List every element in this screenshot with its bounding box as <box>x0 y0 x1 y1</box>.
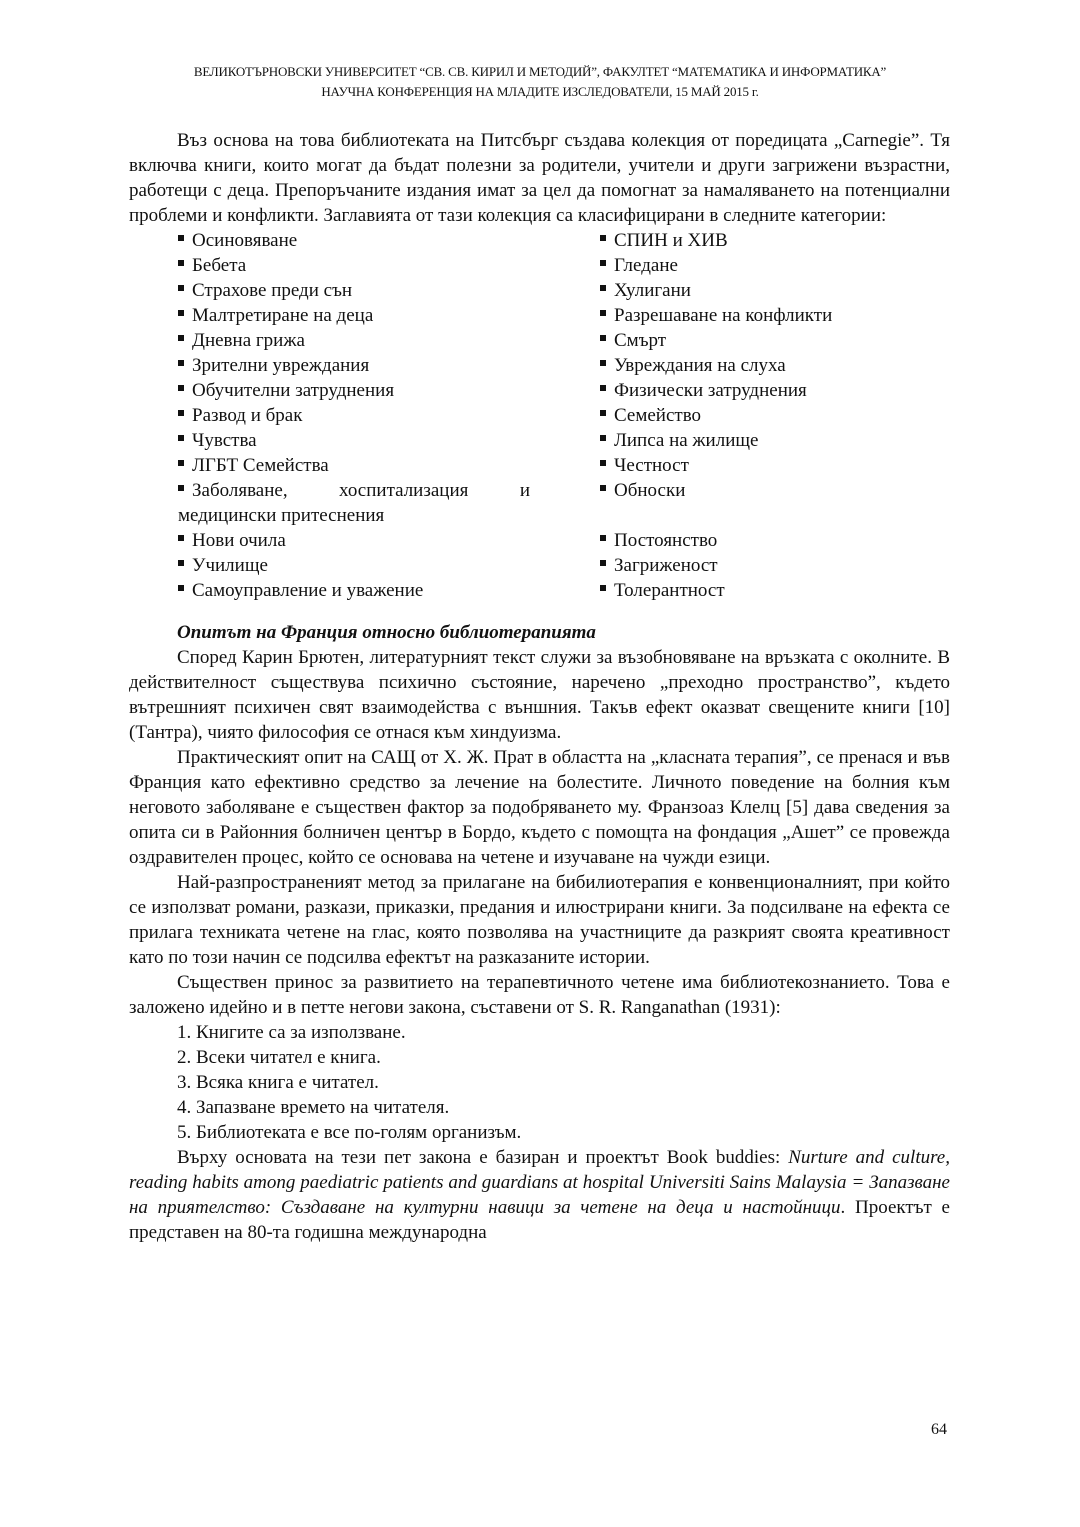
square-bullet-icon <box>178 260 184 266</box>
square-bullet-icon <box>600 485 606 491</box>
category-item: Липса на жилище <box>600 428 1020 453</box>
header-university-line: ВЕЛИКОТЪРНОВСКИ УНИВЕРСИТЕТ “СВ. СВ. КИРИЛ И МЕТОДИЙ”, ФАКУЛТЕТ “МАТЕМАТИКА И ИНФОРМАТИКА” <box>193 64 887 79</box>
category-item: Дневна грижа <box>178 328 530 353</box>
law-item: 4. Запазване времето на читателя. <box>177 1097 450 1118</box>
category-item: ЛГБТ Семейства <box>178 453 530 478</box>
category-item: Малтретиране на деца <box>178 303 530 328</box>
square-bullet-icon <box>600 335 606 341</box>
category-item: Страхове преди сън <box>178 278 530 303</box>
category-item: Загриженост <box>600 553 1020 578</box>
ranganathan-laws-list <box>177 1020 950 1145</box>
category-item: Толерантност <box>600 578 1020 603</box>
square-bullet-icon <box>600 285 606 291</box>
square-bullet-icon <box>600 535 606 541</box>
square-bullet-icon <box>600 310 606 316</box>
category-item: Гледане <box>600 253 1020 278</box>
square-bullet-icon <box>600 410 606 416</box>
square-bullet-icon <box>600 435 606 441</box>
project-title: Nurture and culture, reading habits among paediatric patients and guardians at hospital Universiti Sains Malaysia = Запазване на приятелство: Създаване на културни навици за четене на деца и настойници <box>129 1147 950 1218</box>
law-item: 5. Библиотеката е все по-голям организъм. <box>177 1122 522 1143</box>
square-bullet-icon <box>178 385 184 391</box>
category-item: Самоуправление и уважение <box>178 578 530 603</box>
square-bullet-icon <box>600 260 606 266</box>
page-number: 64 <box>931 1421 947 1438</box>
categories-list <box>178 228 950 603</box>
square-bullet-icon <box>600 560 606 566</box>
category-item: Училище <box>178 553 530 578</box>
square-bullet-icon <box>178 485 184 491</box>
intro-paragraph: Въз основа на това библиотеката на Питсбърг създава колекция от поредицата „Carnegie”. Тя включва книги, които могат да бъдат полезни за родители, учители и други загрижени възрастни, работещи с деца. Препоръчаните издания имат за цел да помогнат за намаляването на потенциални проблеми и конфликти. Заглавията от тази колекция са класифицирани в следните категории: <box>129 130 950 226</box>
section-heading: Опитът на Франция относно библиотерапията <box>177 622 596 643</box>
square-bullet-icon <box>178 285 184 291</box>
square-bullet-icon <box>178 410 184 416</box>
square-bullet-icon <box>600 360 606 366</box>
category-item: Увреждания на слуха <box>600 353 1020 378</box>
law-item: 2. Всеки читател е книга. <box>177 1047 381 1068</box>
category-item: Физически затруднения <box>600 378 1020 403</box>
category-item: Обноски <box>600 478 1020 528</box>
body-paragraph: Съществен принос за развитието на терапевтичното четене има библиотекознанието. Това е заложено идейно и в петте негови закона, съставени от S. R. Ranganathan (1931): <box>129 972 950 1018</box>
page-content <box>129 128 950 1245</box>
square-bullet-icon <box>600 385 606 391</box>
square-bullet-icon <box>178 235 184 241</box>
category-item: Обучителни затруднения <box>178 378 530 403</box>
category-item: Смърт <box>600 328 1020 353</box>
category-item: Постоянство <box>600 528 1020 553</box>
category-item: Разрешаване на конфликти <box>600 303 1020 328</box>
header-conference-line: НАУЧНА КОНФЕРЕНЦИЯ НА МЛАДИТЕ ИЗСЛЕДОВАТЕЛИ, 15 МАЙ 2015 г. <box>321 84 759 99</box>
square-bullet-icon <box>178 360 184 366</box>
category-item: Развод и брак <box>178 403 530 428</box>
square-bullet-icon <box>178 585 184 591</box>
square-bullet-icon <box>178 435 184 441</box>
square-bullet-icon <box>600 460 606 466</box>
category-item: Хулигани <box>600 278 1020 303</box>
square-bullet-icon <box>178 560 184 566</box>
body-paragraph: Според Карин Брютен, литературният текст служи за възобновяване на връзката с околните. В действителност съществува психично състояние, наречено „преходно пространство”, където вътрешният психичен свят взаимодейства с външния. Такъв ефект оказват свещените книги [10] (Тантра), чиято философия се отнася към хиндуизма. <box>129 647 950 743</box>
category-item: Чувства <box>178 428 530 453</box>
category-item: Бебета <box>178 253 530 278</box>
category-item: Нови очила <box>178 528 530 553</box>
square-bullet-icon <box>178 335 184 341</box>
square-bullet-icon <box>178 460 184 466</box>
law-item: 3. Всяка книга е читател. <box>177 1072 379 1093</box>
category-item: Честност <box>600 453 1020 478</box>
law-item: 1. Книгите са за използване. <box>177 1022 406 1043</box>
category-item: Осиновяване <box>178 228 530 253</box>
category-item: СПИН и ХИВ <box>600 228 1020 253</box>
square-bullet-icon <box>600 235 606 241</box>
category-item: Заболяване, хоспитализация и медицински притеснения <box>178 480 530 526</box>
category-item: Зрителни увреждания <box>178 353 530 378</box>
square-bullet-icon <box>600 585 606 591</box>
square-bullet-icon <box>178 310 184 316</box>
category-item: Семейство <box>600 403 1020 428</box>
body-paragraph: Практическият опит на САЩ от Х. Ж. Прат в областта на „класната терапия”, се пренася и във Франция като ефективно средство за лечение на болестите. Личното поведение на болния към неговото заболяване е съществен фактор за подобряването му. Франзоаз Клелц [5] дава сведения за опита си в Районния болничен център в Бордо, където с помощта на фондация „Ашет” се провежда оздравителен процес, който се основава на четене и изучаване на чужди езици. <box>129 747 950 868</box>
square-bullet-icon <box>178 535 184 541</box>
book-buddies-paragraph: Върху основата на тези пет закона е базиран и проектът Book buddies: Nurture and culture, reading habits among paediatric patients and guardians at hospital Universiti Sains Malaysia = Запазване на приятелство: Създаване на културни навици за четене на деца и настойници. Проектът е представен на 80-та годишна международна <box>129 1147 950 1243</box>
body-paragraph: Най-разпространеният метод за прилагане на бибилиотерапия е конвенционалният, при който се използват романи, разкази, приказки, предания и илюстрирани книги. За подсилване на ефекта се прилага техниката четене на глас, която позволява на участниците да разкрият своята креативност като по този начин се подсилва ефектът на разказаните истории. <box>129 872 950 968</box>
page-header <box>0 62 1080 102</box>
